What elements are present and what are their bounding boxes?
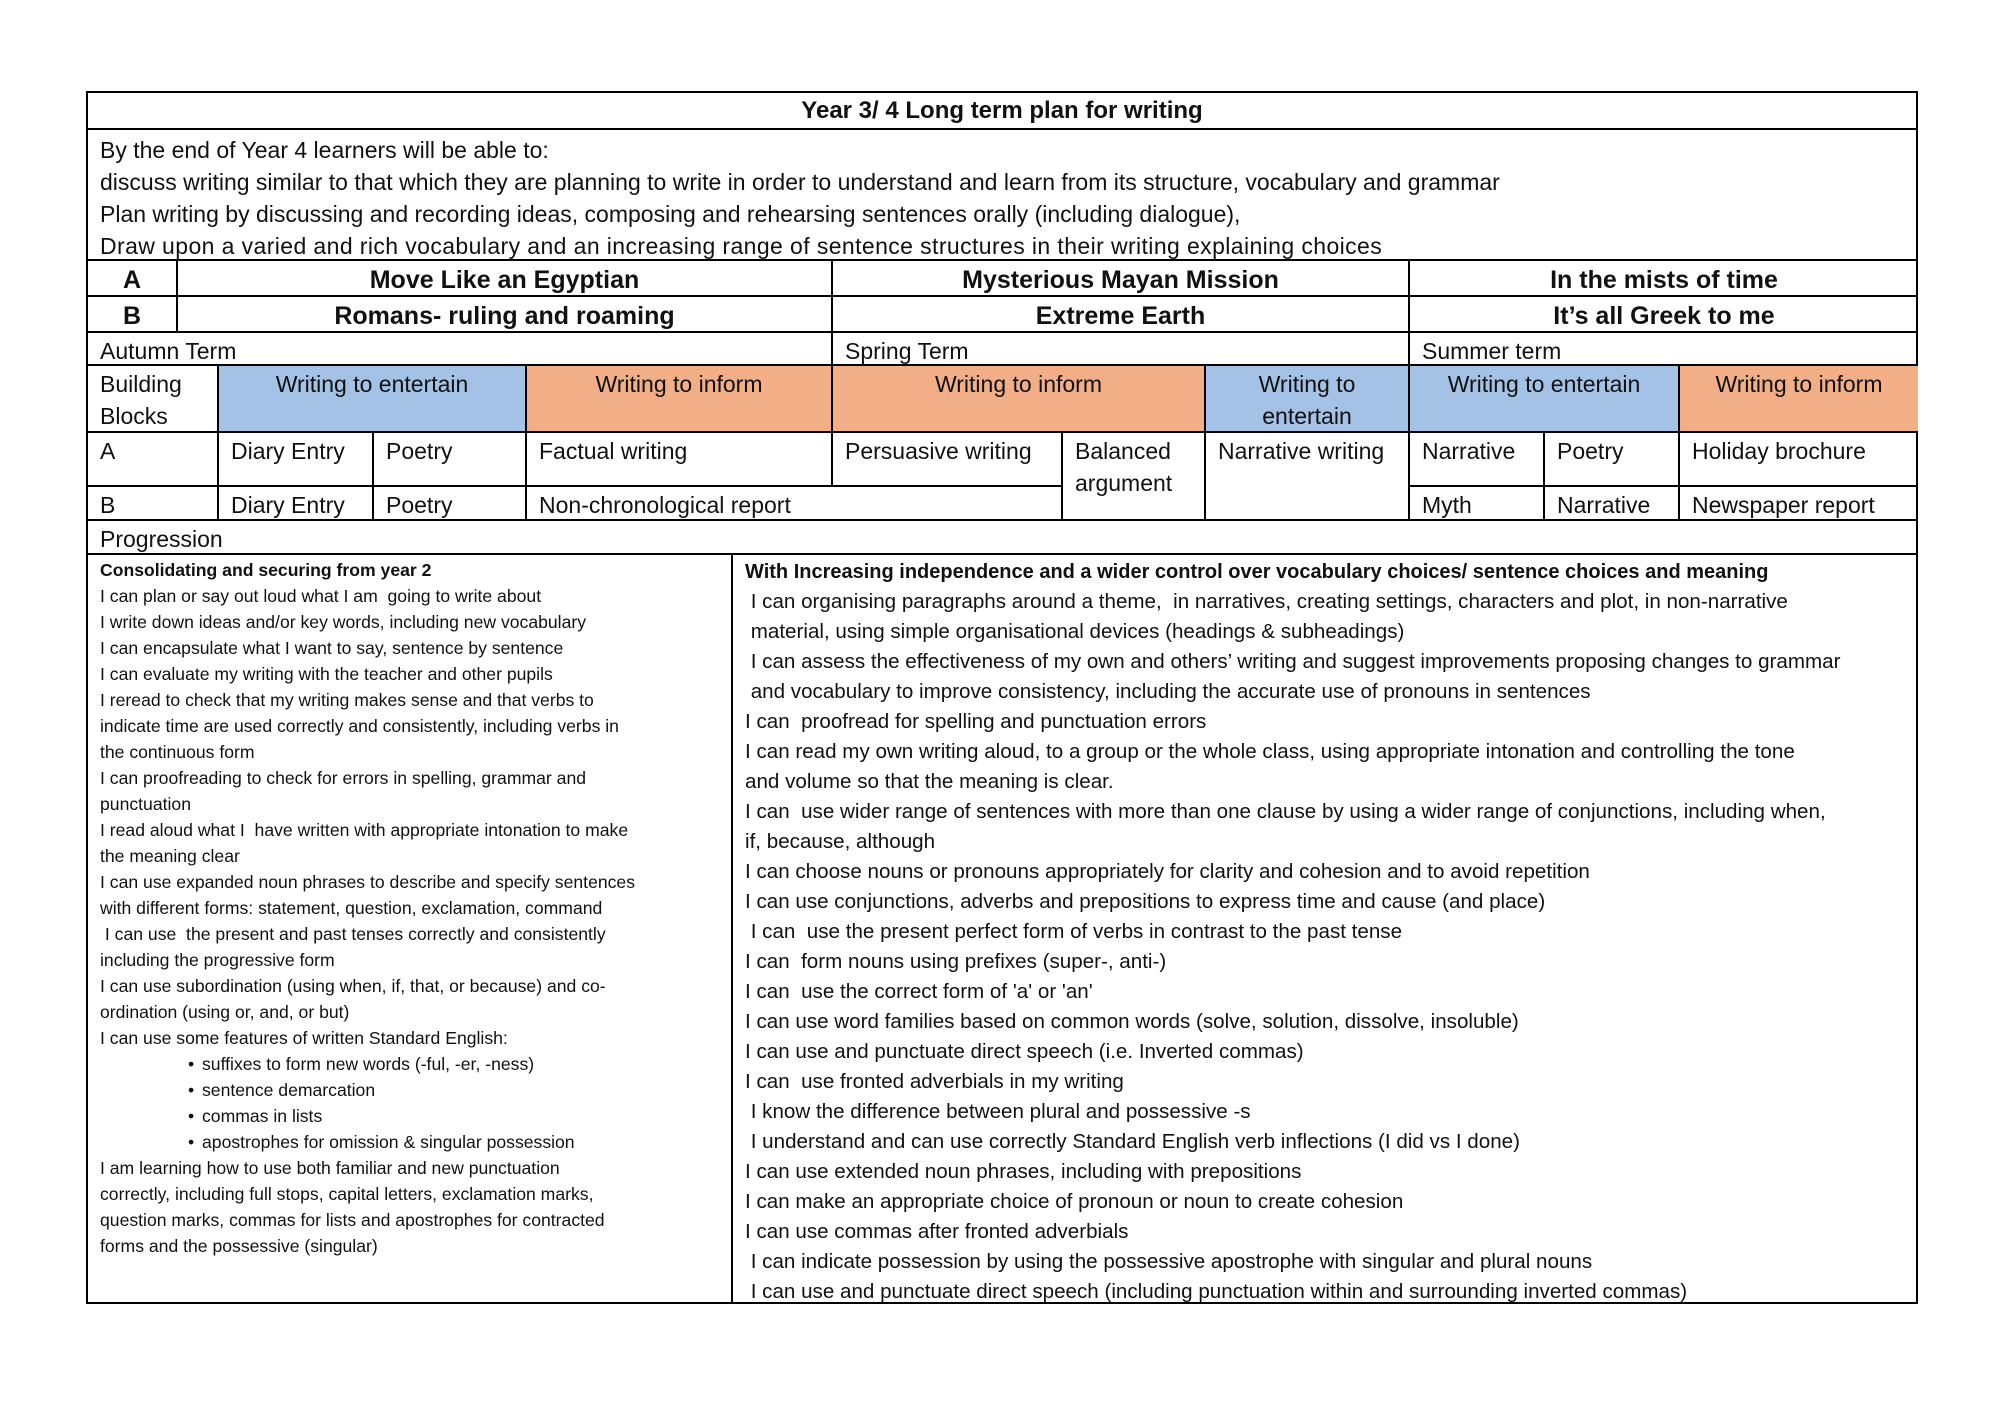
- topic-autumn-b: Romans- ruling and roaming: [178, 297, 833, 331]
- progression-item: I can proofread for spelling and punctuation errors: [745, 710, 1207, 733]
- progression-item: I can choose nouns or pronouns appropriately for clarity and cohesion and to avoid repetition: [745, 860, 1590, 883]
- progression-bullet: • commas in lists: [100, 1103, 719, 1129]
- block-b-diary: Diary Entry: [219, 487, 374, 519]
- genre-header: Writing to inform: [833, 366, 1206, 431]
- progression-item: correctly, including full stops, capital letters, exclamation marks,: [100, 1184, 594, 1204]
- progression-item: ordination (using or, and, or but): [100, 1002, 350, 1022]
- genre-header: Writing to inform: [527, 366, 833, 431]
- progression-item: including the progressive form: [100, 950, 335, 970]
- progression-left-list: [100, 583, 719, 1051]
- progression-item: if, because, although: [745, 830, 936, 853]
- progression-item: I can encapsulate what I want to say, sentence by sentence: [100, 638, 564, 658]
- progression-item: indicate time are used correctly and consistently, including verbs in: [100, 716, 619, 736]
- progression-item: I can plan or say out loud what I am going to write about: [100, 586, 542, 606]
- progression-item: I can use some features of written Standard English:: [100, 1028, 508, 1048]
- intro-text: [88, 130, 1916, 266]
- blocks-header-row: [88, 366, 1916, 433]
- blocks-body: [88, 433, 1916, 521]
- progression-item: I can organising paragraphs around a theme, in narratives, creating settings, characters and plot, in non-narrative: [745, 590, 1788, 613]
- topic-row-b: [88, 297, 1916, 333]
- topic-row-label: A: [88, 261, 178, 295]
- block-b-narrative: Narrative: [1545, 487, 1680, 519]
- topic-spring-b: Extreme Earth: [833, 297, 1410, 331]
- long-term-plan-table: [86, 91, 1918, 1304]
- progression-right-heading: With Increasing independence and a wider control over vocabulary choices/ sentence choices and meaning: [745, 561, 1769, 583]
- progression-item: I can use commas after fronted adverbials: [745, 1220, 1129, 1243]
- progression-item: I can make an appropriate choice of pronoun or noun to create cohesion: [745, 1190, 1404, 1213]
- progression-item: material, using simple organisational devices (headings & subheadings): [745, 620, 1405, 643]
- progression-item: I can assess the effectiveness of my own and others’ writing and suggest improvements proposing changes to grammar: [745, 650, 1841, 673]
- terms-row: [88, 333, 1916, 366]
- progression-item: I read aloud what I have written with appropriate intonation to make: [100, 820, 629, 840]
- progression-item: I understand and can use correctly Standard English verb inflections (I did vs I done): [745, 1130, 1520, 1153]
- progression-item: I can use the correct form of 'a' or 'an': [745, 980, 1093, 1003]
- progression-item: I can use extended noun phrases, including with prepositions: [745, 1160, 1302, 1183]
- block-a-narrative: Narrative: [1410, 433, 1545, 485]
- progression-item: I can use fronted adverbials in my writing: [745, 1070, 1124, 1093]
- progression-item: I can evaluate my writing with the teacher and other pupils: [100, 664, 553, 684]
- intro-line: By the end of Year 4 learners will be able to:: [100, 137, 549, 163]
- progression-item: I can use the present and past tenses correctly and consistently: [100, 924, 606, 944]
- intro-line: Draw upon a varied and rich vocabulary and an increasing range of sentence structures in their writing explaining choices: [100, 233, 1383, 259]
- progression-item: I can proofreading to check for errors in spelling, grammar and: [100, 768, 587, 788]
- title-row: [88, 93, 1916, 130]
- term-autumn: Autumn Term: [88, 333, 833, 364]
- term-summer: Summer term: [1422, 338, 1562, 364]
- progression-item: I can use the present perfect form of verbs in contrast to the past tense: [745, 920, 1403, 943]
- topic-summer-b: It’s all Greek to me: [1553, 302, 1775, 330]
- block-b-myth: Myth: [1410, 487, 1545, 519]
- progression-bullet: • apostrophes for omission & singular possession: [100, 1129, 719, 1155]
- topic-summer-a: In the mists of time: [1550, 266, 1778, 294]
- block-a-factual: Factual writing: [527, 433, 833, 485]
- progression-item: I know the difference between plural and possessive -s: [745, 1100, 1251, 1123]
- topic-row-a: [88, 261, 1916, 297]
- block-a-holiday-brochure: Holiday brochure: [1692, 438, 1866, 464]
- progression-left-heading: Consolidating and securing from year 2: [100, 560, 432, 580]
- progression-body: [88, 555, 1916, 1302]
- block-a-poetry-summer: Poetry: [1545, 433, 1680, 485]
- progression-year2-column: [88, 555, 733, 1302]
- term-spring: Spring Term: [833, 333, 1410, 364]
- intro-line: discuss writing similar to that which they are planning to write in order to understand and learn from its structure, vocabulary and grammar: [100, 169, 1500, 195]
- topic-autumn-a: Move Like an Egyptian: [178, 261, 833, 295]
- block-a-persuasive: Persuasive writing: [833, 433, 1063, 485]
- genre-header: Writing to inform: [1680, 366, 1918, 431]
- intro-row: [88, 130, 1916, 261]
- intro-line: Plan writing by discussing and recording ideas, composing and rehearsing sentences orally (including dialogue),: [100, 201, 1241, 227]
- progression-item: question marks, commas for lists and apostrophes for contracted: [100, 1210, 605, 1230]
- progression-left-tail: [100, 1155, 719, 1259]
- progression-item: I can form nouns using prefixes (super-, anti-): [745, 950, 1167, 973]
- topic-spring-a: Mysterious Mayan Mission: [833, 261, 1410, 295]
- progression-left-bullets: [100, 1051, 719, 1155]
- progression-right-list: [745, 587, 1906, 1302]
- building-blocks-label: Building Blocks: [88, 366, 219, 431]
- block-a-diary: Diary Entry: [219, 433, 374, 485]
- progression-item: I reread to check that my writing makes sense and that verbs to: [100, 690, 594, 710]
- page-title: Year 3/ 4 Long term plan for writing: [801, 97, 1203, 124]
- progression-item: I can use subordination (using when, if, that, or because) and co-: [100, 976, 606, 996]
- progression-item: the continuous form: [100, 742, 255, 762]
- topic-row-label: B: [88, 297, 178, 331]
- progression-item: punctuation: [100, 794, 191, 814]
- genre-header: Writing to entertain: [1410, 366, 1680, 431]
- progression-item: I can use wider range of sentences with more than one clause by using a wider range of conjunctions, including when,: [745, 800, 1826, 823]
- progression-item: and vocabulary to improve consistency, including the accurate use of pronouns in sentences: [745, 680, 1591, 703]
- block-b-poetry: Poetry: [374, 487, 527, 519]
- progression-item: I can use expanded noun phrases to describe and specify sentences: [100, 872, 636, 892]
- progression-item: I write down ideas and/or key words, including new vocabulary: [100, 612, 587, 632]
- progression-item: I am learning how to use both familiar and new punctuation: [100, 1158, 560, 1178]
- block-b-non-chronological: Non-chronological report: [527, 487, 1063, 519]
- progression-item: I can use and punctuate direct speech (including punctuation within and surrounding inverted commas): [745, 1280, 1688, 1302]
- progression-item: I can use conjunctions, adverbs and prepositions to express time and cause (and place): [745, 890, 1546, 913]
- block-narrative-writing: Narrative writing: [1206, 433, 1410, 519]
- progression-label: Progression: [100, 526, 223, 552]
- progression-bullet: • suffixes to form new words (-ful, -er, -ness): [100, 1051, 719, 1077]
- progression-item: I can use and punctuate direct speech (i.e. Inverted commas): [745, 1040, 1304, 1063]
- progression-item: I can use word families based on common words (solve, solution, dissolve, insoluble): [745, 1010, 1519, 1033]
- progression-item: the meaning clear: [100, 846, 240, 866]
- progression-item: forms and the possessive (singular): [100, 1236, 378, 1256]
- genre-header: Writing to entertain: [1206, 366, 1410, 431]
- block-balanced-argument: Balanced argument: [1063, 433, 1206, 519]
- progression-item: I can indicate possession by using the possessive apostrophe with singular and plural nouns: [745, 1250, 1593, 1273]
- block-a-poetry: Poetry: [374, 433, 527, 485]
- genre-header: Writing to entertain: [219, 366, 527, 431]
- progression-item: with different forms: statement, question, exclamation, command: [100, 898, 603, 918]
- block-b-newspaper: Newspaper report: [1692, 492, 1875, 518]
- progression-year4-column: [733, 555, 1918, 1302]
- block-row-label: B: [88, 487, 219, 519]
- block-row-label: A: [88, 433, 219, 485]
- progression-row: [88, 521, 1916, 555]
- progression-item: and volume so that the meaning is clear.: [745, 770, 1114, 793]
- progression-item: I can read my own writing aloud, to a group or the whole class, using appropriate intonation and controlling the tone: [745, 740, 1795, 763]
- progression-bullet: • sentence demarcation: [100, 1077, 719, 1103]
